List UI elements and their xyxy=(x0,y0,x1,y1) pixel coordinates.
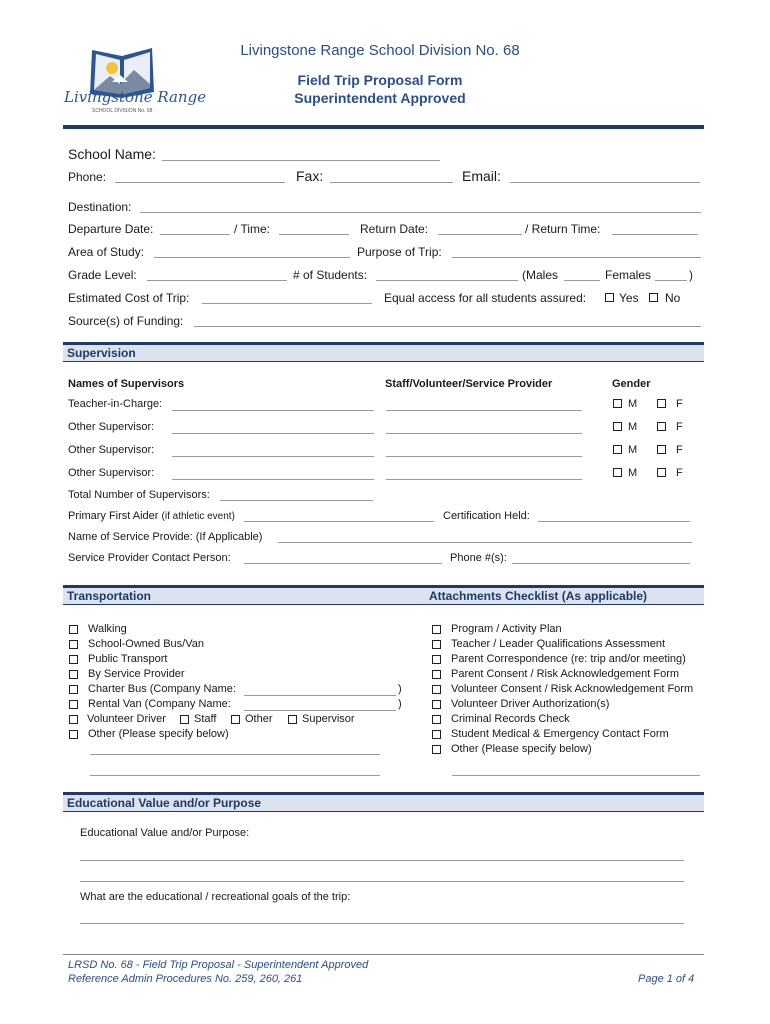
logo xyxy=(62,42,207,118)
total-supervisors-label: Total Number of Supervisors: xyxy=(68,489,210,501)
fax-field[interactable] xyxy=(330,182,453,183)
departure-time-field[interactable] xyxy=(279,234,349,235)
supervisor-role-field[interactable] xyxy=(386,433,582,434)
estimated-cost-field[interactable] xyxy=(202,303,372,304)
rental-van-checkbox[interactable] xyxy=(69,700,78,709)
staff-label: Staff xyxy=(194,713,217,725)
charter-bus-label: Charter Bus (Company Name: xyxy=(88,683,236,695)
attachment-label: Parent Correspondence (re: trip and/or meeting) xyxy=(451,653,686,665)
service-phone-label: Phone #(s): xyxy=(450,552,507,564)
num-students-label: # of Students: xyxy=(293,268,368,282)
supervisor-role-field[interactable] xyxy=(386,479,582,480)
transportation-title: Transportation xyxy=(67,589,152,603)
supervisor-name-field[interactable] xyxy=(172,433,374,434)
by-provider-checkbox[interactable] xyxy=(69,670,78,679)
email-field[interactable] xyxy=(510,182,700,183)
col-role-header: Staff/Volunteer/Service Provider xyxy=(385,378,553,390)
volunteer-driver-checkbox[interactable] xyxy=(69,715,78,724)
funding-label: Source(s) of Funding: xyxy=(68,314,184,328)
attachment-label: Other (Please specify below) xyxy=(451,743,592,755)
attachment-label: Program / Activity Plan xyxy=(451,623,562,635)
attachment-checkbox[interactable] xyxy=(432,670,441,679)
attachment-item xyxy=(432,713,712,727)
return-date-field[interactable] xyxy=(438,234,522,235)
purpose-label: Purpose of Trip: xyxy=(357,245,442,259)
attachment-checkbox[interactable] xyxy=(432,655,441,664)
return-time-field[interactable] xyxy=(612,234,698,235)
equal-access-yes-label: Yes xyxy=(619,291,639,305)
attachment-item xyxy=(432,728,712,742)
school-name-field[interactable] xyxy=(162,160,440,161)
supervision-title: Supervision xyxy=(67,346,136,360)
educational-value-field-2[interactable] xyxy=(80,881,684,882)
num-students-field[interactable] xyxy=(376,280,518,281)
charter-close-paren: ) xyxy=(398,683,402,695)
departure-time-label: / Time: xyxy=(234,222,271,236)
gender-male-checkbox[interactable] xyxy=(613,422,622,431)
supervisor-name-field[interactable] xyxy=(172,479,374,480)
equal-access-yes-checkbox[interactable] xyxy=(605,293,614,302)
form-title: Field Trip Proposal Form xyxy=(297,72,463,88)
form-subtitle: Superintendent Approved xyxy=(294,90,466,106)
header-rule xyxy=(63,125,704,129)
attachment-label: Student Medical & Emergency Contact Form xyxy=(451,728,669,740)
transport-other-field-2[interactable] xyxy=(90,775,380,776)
gender-male-label: M xyxy=(628,398,638,410)
destination-label: Destination: xyxy=(68,200,132,214)
destination-field[interactable] xyxy=(140,212,701,213)
attachment-label: Volunteer Consent / Risk Acknowledgement Form xyxy=(451,683,694,695)
educational-section-bar xyxy=(63,792,704,812)
first-aider-text: Primary First Aider xyxy=(68,510,159,522)
funding-field[interactable] xyxy=(194,326,701,327)
equal-access-no-label: No xyxy=(665,291,681,305)
staff-checkbox[interactable] xyxy=(180,715,189,724)
departure-date-label: Departure Date: xyxy=(68,222,154,236)
educational-value-field-1[interactable] xyxy=(80,860,684,861)
other-label: Other xyxy=(245,713,273,725)
supervisor-row xyxy=(0,444,770,464)
fax-label: Fax: xyxy=(296,168,324,184)
first-aider-field[interactable] xyxy=(244,521,434,522)
gender-female-label: F xyxy=(676,398,683,410)
logo-text: Livingstone Range xyxy=(64,88,207,106)
phone-label: Phone: xyxy=(68,170,107,184)
gender-female-checkbox[interactable] xyxy=(657,468,666,477)
equal-access-label: Equal access for all students assured: xyxy=(384,291,587,305)
charter-company-field[interactable] xyxy=(244,695,396,696)
public-transport-label: Public Transport xyxy=(88,653,168,665)
gender-female-checkbox[interactable] xyxy=(657,399,666,408)
school-bus-label: School-Owned Bus/Van xyxy=(88,638,204,650)
gender-male-checkbox[interactable] xyxy=(613,468,622,477)
other-checkbox[interactable] xyxy=(231,715,240,724)
division-name: Livingstone Range School Division No. 68 xyxy=(240,42,520,59)
attachment-label: Teacher / Leader Qualifications Assessment xyxy=(451,638,666,650)
supervisor-name-field[interactable] xyxy=(172,410,374,411)
gender-female-label: F xyxy=(676,467,683,479)
supervisor-row xyxy=(0,421,770,441)
phone-field[interactable] xyxy=(115,182,285,183)
supervisor-row-label: Teacher-in-Charge: xyxy=(68,398,163,410)
males-label: (Males xyxy=(522,268,559,282)
volunteer-driver-label: Volunteer Driver xyxy=(87,713,166,725)
gender-female-checkbox[interactable] xyxy=(657,422,666,431)
public-transport-checkbox[interactable] xyxy=(69,655,78,664)
attachment-checkbox[interactable] xyxy=(432,745,441,754)
grade-level-field[interactable] xyxy=(147,280,287,281)
logo-subtext: SCHOOL DIVISION No. 68 xyxy=(92,108,153,114)
estimated-cost-label: Estimated Cost of Trip: xyxy=(68,291,190,305)
rental-company-field[interactable] xyxy=(244,710,396,711)
attachment-checkbox[interactable] xyxy=(432,625,441,634)
attachment-item xyxy=(432,653,712,667)
attachment-item xyxy=(432,743,712,757)
service-contact-field[interactable] xyxy=(244,563,442,564)
supervisor-row-label: Other Supervisor: xyxy=(68,444,155,456)
attachment-other-field[interactable] xyxy=(452,775,700,776)
grade-level-label: Grade Level: xyxy=(68,268,137,282)
certification-label: Certification Held: xyxy=(443,510,530,522)
return-time-label: / Return Time: xyxy=(525,222,601,236)
supervisor-label: Supervisor xyxy=(302,713,355,725)
col-names-header: Names of Supervisors xyxy=(68,378,185,390)
other-specify-label: Other (Please specify below) xyxy=(88,728,229,740)
service-contact-label: Service Provider Contact Person: xyxy=(68,552,231,564)
gender-male-label: M xyxy=(628,444,638,456)
gender-male-checkbox[interactable] xyxy=(613,399,622,408)
educational-title: Educational Value and/or Purpose xyxy=(67,796,262,810)
area-of-study-field[interactable] xyxy=(154,257,350,258)
gender-female-label: F xyxy=(676,444,683,456)
area-of-study-label: Area of Study: xyxy=(68,245,145,259)
females-label: Females xyxy=(605,268,652,282)
charter-bus-checkbox[interactable] xyxy=(69,685,78,694)
goals-label: What are the educational / recreational goals of the trip: xyxy=(80,891,351,903)
rental-close-paren: ) xyxy=(398,698,402,710)
gender-male-label: M xyxy=(628,421,638,433)
return-date-label: Return Date: xyxy=(360,222,429,236)
educational-value-label: Educational Value and/or Purpose: xyxy=(80,827,250,839)
first-aider-note: (if athletic event) xyxy=(161,511,235,522)
walking-label: Walking xyxy=(88,623,127,635)
supervisor-checkbox[interactable] xyxy=(288,715,297,724)
walking-checkbox[interactable] xyxy=(69,625,78,634)
attachment-checkbox[interactable] xyxy=(432,640,441,649)
rental-van-label: Rental Van (Company Name: xyxy=(88,698,231,710)
purpose-field[interactable] xyxy=(452,257,701,258)
supervisor-row-label: Other Supervisor: xyxy=(68,421,155,433)
equal-access-no-checkbox[interactable] xyxy=(649,293,658,302)
supervisor-row-label: Other Supervisor: xyxy=(68,467,155,479)
transport-section-bar xyxy=(63,585,704,605)
other-specify-checkbox[interactable] xyxy=(69,730,78,739)
gender-female-label: F xyxy=(676,421,683,433)
attachment-item xyxy=(432,623,712,637)
females-field[interactable] xyxy=(655,280,687,281)
goals-field[interactable] xyxy=(80,923,684,924)
footer-page: Page 1 of 4 xyxy=(638,973,695,985)
supervision-section-bar xyxy=(63,342,704,362)
first-aider-label xyxy=(68,510,235,522)
email-label: Email: xyxy=(462,168,501,184)
attachment-checkbox[interactable] xyxy=(432,700,441,709)
school-name-label: School Name: xyxy=(68,146,156,162)
school-bus-checkbox[interactable] xyxy=(69,640,78,649)
service-phone-field[interactable] xyxy=(512,563,690,564)
males-field[interactable] xyxy=(564,280,600,281)
supervisor-role-field[interactable] xyxy=(386,456,582,457)
service-name-field[interactable] xyxy=(278,542,692,543)
attachment-item xyxy=(432,698,712,712)
footer-line2: Reference Admin Procedures No. 259, 260, 261 xyxy=(68,973,303,985)
attachment-label: Criminal Records Check xyxy=(451,713,570,725)
footer-line1: LRSD No. 68 - Field Trip Proposal - Superintendent Approved xyxy=(68,959,369,971)
attachment-checkbox[interactable] xyxy=(432,715,441,724)
total-supervisors-field[interactable] xyxy=(220,500,373,501)
supervisor-name-field[interactable] xyxy=(172,456,374,457)
footer-rule xyxy=(63,954,704,955)
attachment-item xyxy=(432,638,712,652)
attachments-title: Attachments Checklist (As applicable) xyxy=(429,589,648,603)
gender-male-checkbox[interactable] xyxy=(613,445,622,454)
service-name-label: Name of Service Provide: (If Applicable) xyxy=(68,531,263,543)
attachment-label: Volunteer Driver Authorization(s) xyxy=(451,698,610,710)
attachment-label: Parent Consent / Risk Acknowledgement Form xyxy=(451,668,680,680)
supervisor-role-field[interactable] xyxy=(386,410,582,411)
supervisor-row xyxy=(0,398,770,418)
by-provider-label: By Service Provider xyxy=(88,668,185,680)
certification-field[interactable] xyxy=(538,521,690,522)
attachment-item xyxy=(432,683,712,697)
attachment-checkbox[interactable] xyxy=(432,685,441,694)
gender-male-label: M xyxy=(628,467,638,479)
females-close-paren: ) xyxy=(689,268,693,282)
col-gender-header: Gender xyxy=(612,378,651,390)
gender-female-checkbox[interactable] xyxy=(657,445,666,454)
transport-other-field-1[interactable] xyxy=(90,754,380,755)
attachment-item xyxy=(432,668,712,682)
supervisor-row xyxy=(0,467,770,487)
attachment-checkbox[interactable] xyxy=(432,730,441,739)
departure-date-field[interactable] xyxy=(160,234,230,235)
